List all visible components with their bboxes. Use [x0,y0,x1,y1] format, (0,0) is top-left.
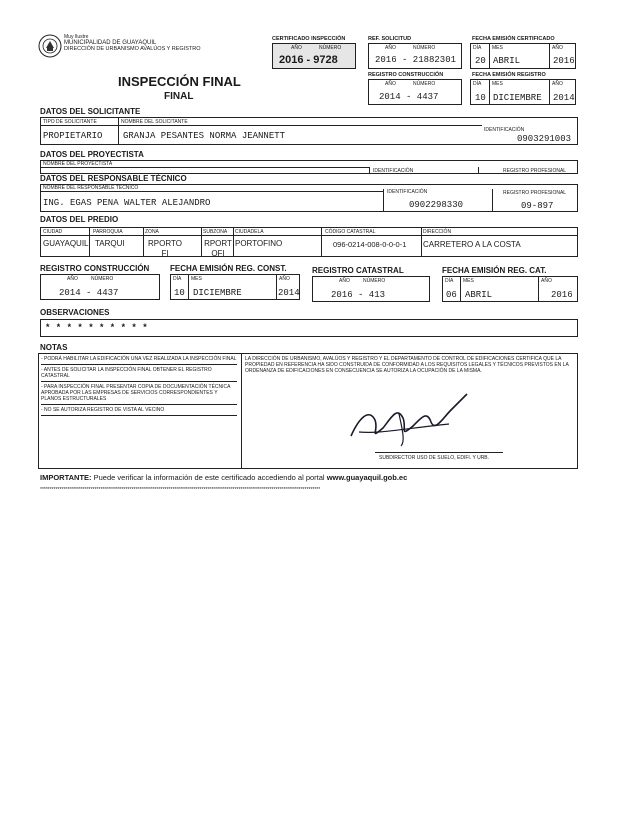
fecha-cert-box: DÍA MES AÑO 20 ABRIL 2016 [470,43,576,69]
fecha-reg-top-anio: 2014 [553,93,575,103]
nota-item: - PARA INSPECCIÓN FINAL PRESENTAR COPIA DE DOCUMENTACIÓN TÉCNICA APROBADA POR LAS EMPRESAS DE SERVICIOS CORRESPONDIENTES Y PLANOS ESTRUCTURALES [41,384,237,405]
reg-catastral-box: AÑO NÚMERO 2016 - 413 [312,276,430,302]
fecha-reg-const-anio: 2014 [278,288,300,298]
fecha-reg-top-label: FECHA EMISIÓN REGISTRO [472,72,546,78]
notas-list [41,356,237,416]
portal-link[interactable]: www.guayaquil.gob.ec [326,473,408,482]
fecha-reg-top-dia: 10 [475,93,486,103]
predio-ciudadela: PORTOFINO [235,239,283,248]
fecha-reg-const-dia: 10 [174,288,185,298]
stars-line: ************************************************************************************************************************************************ [40,487,321,493]
proyectista-section-title: DATOS DEL PROYECTISTA [40,150,144,159]
reg-construccion-top-value: 2014 - 4437 [379,92,439,102]
predio-zona: RPORTO FI [148,239,182,258]
tecnico-reg: 09-897 [521,201,554,211]
fecha-reg-cat-box: DÍA MES AÑO 06 ABRIL 2016 [442,276,578,302]
fecha-cert-mes: ABRIL [493,56,521,66]
nota-item: - NO SE AUTORIZA REGISTRO DE VISTA AL VECINO [41,407,237,416]
observaciones-value: * * * * * * * * * * [45,323,148,333]
solicitante-nombre: GRANJA PESANTES NORMA JEANNETT [123,131,286,141]
municipal-seal-icon [38,34,62,58]
tecnico-nombre: ING. EGAS PENA WALTER ALEJANDRO [43,198,211,208]
fecha-reg-top-mes: DICIEMBRE [493,93,542,103]
reg-construccion-top-label: REGISTRO CONSTRUCCIÓN [368,72,444,78]
predio-section-title: DATOS DEL PREDIO [40,215,119,224]
page-title: INSPECCIÓN FINAL [118,74,241,89]
municipalidad-name: MUNICIPALIDAD DE GUAYAQUIL [64,40,157,46]
reg-construccion-box: AÑO NÚMERO 2014 - 4437 [40,274,160,300]
predio-codigo: 096-0214-008-0-0-0-1 [333,240,407,249]
ref-solicitud-box: AÑO NÚMERO 2016 - 21882301 [368,43,462,69]
reg-catastral-label: REGISTRO CATASTRAL [312,266,404,275]
ref-solicitud-value: 2016 - 21882301 [375,55,457,65]
reg-catastral-value: 2016 - 413 [331,290,386,300]
signature [339,388,479,450]
certificado-value: 2016 - 9728 [279,54,338,66]
ref-solicitud-label: REF. SOLICITUD [368,36,412,42]
solicitante-box: TIPO DE SOLICITANTE NOMBRE DEL SOLICITANTE IDENTIFICACIÓN PROPIETARIO GRANJA PESANTES NORMA JEANNETT 0903291003 [40,117,578,145]
fecha-cert-anio: 2016 [553,56,575,66]
tecnico-id: 0902298330 [409,200,464,210]
fecha-cert-label: FECHA EMISIÓN CERTIFICADO [472,36,555,42]
direccion-name: DIRECCIÓN DE URBANISMO AVALÚOS Y REGISTRO [64,46,201,52]
certificado-box: AÑO NÚMERO 2016 - 9728 [272,43,356,69]
predio-box: CIUDAD PARROQUIA ZONA SUBZONA CIUDADELA CÓDIGO CATASTRAL DIRECCIÓN GUAYAQUIL TARQUI RPORTO FI RPORT OFI PORTOFINO 096-0214-008-0-0-0-1 CARRETERO A LA COSTA [40,227,578,257]
predio-ciudad: GUAYAQUIL [43,239,89,248]
certificado-label: CERTIFICADO INSPECCIÓN [272,36,346,42]
reg-construccion-top-box: AÑO NÚMERO 2014 - 4437 [368,79,462,105]
proyectista-box: NOMBRE DEL PROYECTISTA IDENTIFICACIÓN REGISTRO PROFESIONAL [40,160,578,174]
importante-label: IMPORTANTE: [40,473,92,482]
notas-label: NOTAS [40,343,68,352]
tecnico-box: NOMBRE DEL RESPONSABLE TÉCNICO IDENTIFICACIÓN REGISTRO PROFESIONAL ING. EGAS PENA WALTER ALEJANDRO 0902298330 09-897 [40,184,578,212]
fecha-reg-cat-label: FECHA EMISIÓN REG. CAT. [442,266,547,275]
solicitante-section-title: DATOS DEL SOLICITANTE [40,107,141,116]
importante-text: Puede verificar la información de este certificado accediendo al portal [93,473,325,482]
observaciones-box [40,319,578,337]
page-subtitle: FINAL [164,91,194,102]
notas-box [38,353,578,469]
fecha-reg-const-mes: DICIEMBRE [193,288,242,298]
predio-subzona: RPORT OFI [204,239,232,258]
importante-line [40,473,407,482]
solicitante-id: 0903291003 [517,134,572,144]
reg-construccion-value: 2014 - 4437 [59,288,119,298]
fecha-reg-cat-mes: ABRIL [465,290,493,300]
reg-construccion-label: REGISTRO CONSTRUCCIÓN [40,264,150,273]
observaciones-label: OBSERVACIONES [40,308,110,317]
fecha-reg-cat-anio: 2016 [551,290,573,300]
fecha-reg-top-box: DÍA MES AÑO 10 DICIEMBRE 2014 [470,79,576,105]
certifica-text: LA DIRECCIÓN DE URBANISMO, AVALÚOS Y REGISTRO Y EL DEPARTAMENTO DE CONTROL DE EDIFICACIONES CERTIFICA QUE LA PROPIEDAD EN REFERENCIA HA SIDO CONSTRUIDA DE CONFORMIDAD A LOS REQUISITOS LEGALES Y TÉCNICOS PREVISTOS EN LA ORDENANZA DE EDIFICACIONES EN CONSECUENCIA SE AUTORIZA LA OCUPACIÓN DE LA MISMA. [245,356,569,374]
nota-item: - ANTES DE SOLICITAR LA INSPECCIÓN FINAL OBTENER EL REGISTRO CATASTRAL [41,367,237,382]
solicitante-tipo: PROPIETARIO [43,131,103,141]
predio-direccion: CARRETERO A LA COSTA [423,240,521,249]
predio-parroquia: TARQUI [95,239,125,248]
fecha-cert-dia: 20 [475,56,486,66]
fecha-reg-const-label: FECHA EMISIÓN REG. CONST. [170,264,287,273]
nota-item: - PODRÁ HABILITAR LA EDIFICACIÓN UNA VEZ REALIZADA LA INSPECCIÓN FINAL [41,356,237,365]
firma-label: SUBDIRECTOR USO DE SUELO, EDIFI. Y URB. [379,455,490,461]
fecha-reg-cat-dia: 06 [446,290,457,300]
muy-ilustre: Muy Ilustre [64,34,89,40]
tecnico-section-title: DATOS DEL RESPONSABLE TÉCNICO [40,174,187,183]
fecha-reg-const-box: DÍA MES AÑO 10 DICIEMBRE 2014 [170,274,300,300]
